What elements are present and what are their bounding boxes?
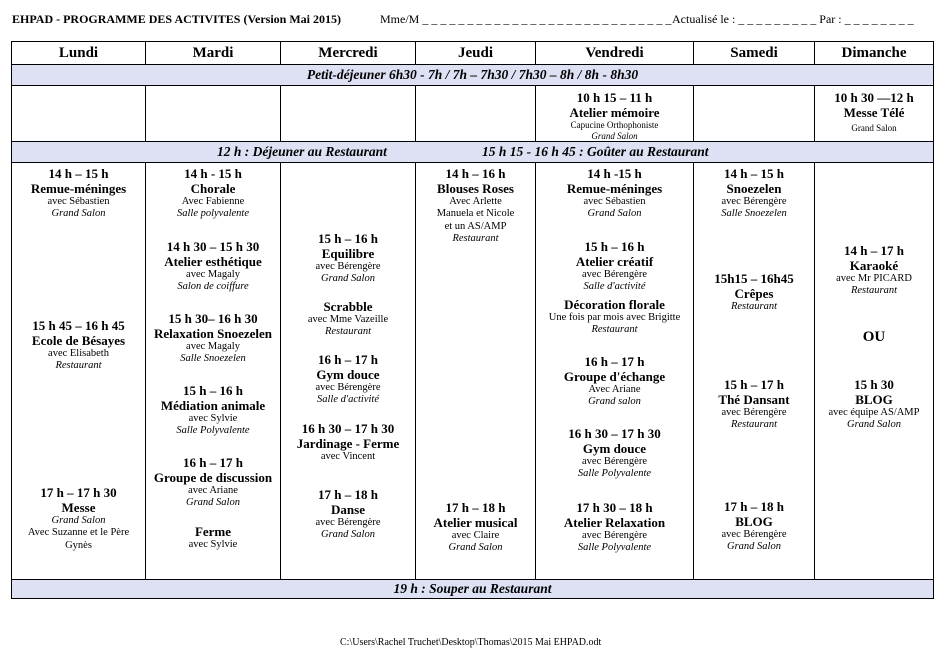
- activity-place: Grand Salon: [51, 208, 106, 220]
- afternoon-row: [12, 163, 934, 580]
- activity-time: 14 h – 16 h: [445, 166, 506, 181]
- activity-time: 10 h 15 – 11 h: [576, 90, 653, 105]
- activity-time: 16 h 30 – 17 h 30: [568, 426, 661, 441]
- morning-sunday: [815, 86, 934, 142]
- activity-name: Jardinage - Ferme: [296, 436, 400, 452]
- or-separator: OU: [862, 329, 886, 345]
- activity-with: avec Mr PICARD: [836, 273, 912, 285]
- activity-with: avec Magaly: [186, 341, 240, 353]
- activity-with: avec Ariane: [188, 485, 238, 497]
- activity-place: Grand Salon: [851, 123, 897, 134]
- activity-messe-tele: [815, 90, 933, 134]
- morning-tuesday: [146, 86, 281, 142]
- activity-atelier-esthetique: [146, 239, 280, 294]
- activity-name: Blouses Roses: [437, 181, 514, 197]
- afternoon-wednesday: [281, 163, 416, 580]
- activity-time: 17 h – 17 h 30: [40, 485, 117, 500]
- activity-with: avec Sylvie: [188, 413, 238, 425]
- activity-with: avec Bérengère: [721, 407, 787, 419]
- activity-atelier-musical: [416, 500, 535, 555]
- activity-name: Ecole de Bésayes: [31, 333, 126, 349]
- activity-time: 15 h – 16 h: [584, 239, 645, 254]
- activity-name: Danse: [331, 502, 365, 518]
- breakfast-band: [12, 65, 934, 86]
- activity-blog-sun: [815, 377, 933, 432]
- activity-place: Grand Salon: [591, 130, 638, 141]
- activity-time: 10 h 30 —12 h: [834, 90, 914, 105]
- activity-name: Décoration florale: [564, 297, 665, 312]
- activity-with: avec Mme Vazeille: [307, 314, 389, 326]
- activity-blouses-roses: [416, 166, 535, 245]
- activity-with: Une fois par mois avec Brigitte: [548, 312, 681, 324]
- activity-atelier-relaxation: [536, 500, 693, 555]
- activity-time: 14 h 30 – 15 h 30: [166, 239, 260, 254]
- activity-time: 14 h – 15 h: [724, 166, 784, 181]
- activity-with: avec Bérengère: [315, 382, 381, 394]
- activity-time: 15 h 45 – 16 h 45: [32, 318, 125, 333]
- day-friday: Vendredi: [536, 42, 694, 65]
- afternoon-saturday: [694, 163, 815, 580]
- activity-time: 16 h – 17 h: [183, 455, 243, 470]
- activity-place: Grand Salon: [186, 497, 240, 509]
- activity-time: 17 h – 18 h: [318, 487, 378, 502]
- activity-name: Crêpes: [734, 286, 774, 302]
- activity-with: avec Sylvie: [188, 539, 238, 551]
- activity-with: avec Elisabeth: [48, 348, 109, 360]
- activity-time: 14 h – 15 h: [48, 166, 109, 181]
- activity-name: Snoezelen: [726, 181, 782, 197]
- day-sunday: Dimanche: [815, 42, 934, 65]
- activity-place: Grand Salon: [51, 515, 106, 527]
- activity-name: Gym douce: [582, 441, 647, 457]
- activity-groupe-echange: [536, 354, 693, 409]
- activity-name: Messe: [61, 500, 96, 516]
- activity-equilibre: [281, 231, 415, 286]
- morning-wednesday: [281, 86, 416, 142]
- activity-the-dansant: [694, 377, 814, 432]
- activity-place: Grand Salon: [727, 541, 781, 553]
- activity-chorale: [146, 166, 280, 221]
- activity-atelier-creatif: [536, 239, 693, 294]
- activity-with: Avec Ariane: [588, 384, 641, 396]
- activity-place: Salle Snoezelen: [721, 208, 787, 220]
- activity-time: 15 h – 16 h: [318, 231, 378, 246]
- lunch-band: [12, 142, 934, 163]
- activity-place: Restaurant: [850, 285, 898, 297]
- breakfast-label: Petit-déjeuner 6h30 - 7h / 7h – 7h30 / 7h30 – 8h / 8h - 8h30: [12, 65, 934, 86]
- morning-saturday: [694, 86, 815, 142]
- activity-danse: [281, 487, 415, 542]
- activity-time: 16 h 30 – 17 h 30: [301, 421, 395, 436]
- activity-gym-douce-fri: [536, 426, 693, 481]
- activity-place: Restaurant: [730, 301, 778, 313]
- activity-decoration-florale: [536, 297, 693, 336]
- activity-time: 17 h 30 – 18 h: [576, 500, 653, 515]
- afternoon-monday: [12, 163, 146, 580]
- activity-name: Messe Télé: [843, 105, 905, 121]
- activity-place: Salle Snoezelen: [180, 353, 246, 365]
- afternoon-thursday: [416, 163, 536, 580]
- activity-place: Restaurant: [730, 419, 778, 431]
- activity-with-cont: Gynès: [65, 539, 92, 551]
- document-title: EHPAD - PROGRAMME DES ACTIVITES (Version Mai 2015): [12, 12, 342, 26]
- activity-place: Restaurant: [591, 324, 638, 336]
- activity-messe: [12, 485, 145, 552]
- lunch-band-cell: [12, 142, 934, 163]
- activity-atelier-memoire: [536, 90, 693, 141]
- activity-with: avec Claire: [451, 530, 500, 542]
- morning-monday: [12, 86, 146, 142]
- activity-karaoke: [815, 243, 933, 298]
- activity-mediation-animale: [146, 383, 280, 438]
- activity-with: avec équipe AS/AMP: [828, 407, 920, 419]
- activity-name: Relaxation Snoezelen: [153, 326, 273, 342]
- activity-place: Salon de coiffure: [177, 281, 249, 293]
- activity-name: BLOG: [735, 514, 773, 530]
- activity-name: Ferme: [194, 524, 232, 539]
- day-wednesday: Mercredi: [281, 42, 416, 65]
- afternoon-tuesday: [146, 163, 281, 580]
- activity-with: avec Bérengère: [315, 517, 381, 529]
- activity-name: Equilibre: [321, 246, 375, 262]
- day-saturday: Samedi: [694, 42, 815, 65]
- activity-remue-meninges-fri: [536, 166, 693, 221]
- activity-place: Salle Polyvalente: [577, 468, 652, 480]
- updated-by-field: Actualisé le : _ _ _ _ _ _ _ _ _ Par : _ _ _ _ _ _ _ _: [672, 12, 914, 26]
- activity-time: 14 h – 17 h: [844, 243, 904, 258]
- day-header-row: [12, 42, 934, 65]
- activity-jardinage-ferme: [281, 421, 415, 463]
- activity-name: Remue-méninges: [566, 181, 663, 197]
- activity-crepes: [694, 271, 814, 313]
- activity-with: avec Bérengère: [582, 530, 647, 542]
- activity-with-cont: et un AS/AMP: [444, 220, 507, 232]
- activity-place: Salle Polyvalente: [577, 542, 652, 554]
- activity-schedule-table: [11, 41, 934, 599]
- activity-time: 17 h – 18 h: [445, 500, 506, 515]
- afternoon-sunday: [815, 163, 934, 580]
- activity-snoezelen: [694, 166, 814, 221]
- activity-time: 15 h 30– 16 h 30: [168, 311, 258, 326]
- activity-ecole-besayes: [12, 318, 145, 373]
- activity-name: Chorale: [190, 181, 236, 197]
- afternoon-friday: [536, 163, 694, 580]
- day-monday: Lundi: [12, 42, 146, 65]
- morning-thursday: [416, 86, 536, 142]
- activity-place: Grand Salon: [321, 273, 375, 285]
- activity-place: Restaurant: [324, 326, 372, 338]
- activity-place: Restaurant: [452, 232, 499, 244]
- activity-with: avec Magaly: [186, 269, 240, 281]
- activity-name: Médiation animale: [160, 398, 266, 414]
- file-path-footer: C:\Users\Rachel Truchet\Desktop\Thomas\2015 Mai EHPAD.odt: [340, 637, 602, 648]
- activity-name: BLOG: [855, 392, 893, 408]
- activity-ferme: [146, 524, 280, 551]
- activity-remue-meninges: [12, 166, 145, 221]
- activity-with: Capucine Orthophoniste: [570, 120, 659, 131]
- morning-row: [12, 86, 934, 142]
- activity-time: 14 h - 15 h: [184, 166, 242, 181]
- activity-time: 16 h – 17 h: [318, 352, 378, 367]
- activity-time: 16 h – 17 h: [584, 354, 645, 369]
- activity-time: 15 h – 16 h: [183, 383, 243, 398]
- activity-gym-douce: [281, 352, 415, 407]
- activity-with: Avec Arlette: [449, 196, 502, 208]
- resident-name-field: Mme/M _ _ _ _ _ _ _ _ _ _ _ _ _ _ _ _ _ _ _ _ _ _ _ _ _ _ _ _: [380, 12, 672, 26]
- activity-with: avec Bérengère: [315, 261, 381, 273]
- activity-with: avec Bérengère: [721, 196, 787, 208]
- activity-time: 15 h – 17 h: [724, 377, 784, 392]
- activity-name: Remue-méninges: [30, 181, 127, 197]
- activity-with: avec Vincent: [320, 451, 376, 463]
- activity-blog-sat: [694, 499, 814, 554]
- activity-place: Salle d'activité: [316, 394, 379, 406]
- activity-name: Groupe d'échange: [563, 369, 666, 385]
- activity-name: Atelier musical: [433, 515, 518, 531]
- activity-name: Atelier Relaxation: [563, 515, 666, 531]
- activity-groupe-discussion: [146, 455, 280, 510]
- activity-with: Avec Suzanne et le Père: [27, 527, 130, 539]
- activity-place: Salle Polyvalente: [176, 425, 250, 437]
- activity-place: Grand Salon: [321, 529, 375, 541]
- activity-place: Salle polyvalente: [176, 208, 249, 220]
- activity-place: Salle d'activité: [583, 281, 646, 293]
- page-header: [12, 12, 932, 28]
- activity-scrabble: [281, 299, 415, 338]
- activity-name: Karaoké: [849, 258, 899, 274]
- activity-with: avec Sébastien: [47, 196, 110, 208]
- activity-place: Grand Salon: [587, 208, 642, 220]
- activity-with: Avec Fabienne: [181, 196, 245, 208]
- activity-name: Thé Dansant: [718, 392, 790, 408]
- snack-label: 15 h 15 - 16 h 45 : Goûter au Restaurant: [482, 144, 709, 159]
- activity-name: Groupe de discussion: [153, 470, 273, 486]
- dinner-label: 19 h : Souper au Restaurant: [12, 580, 934, 599]
- activity-with: avec Bérengère: [721, 529, 787, 541]
- lunch-label: 12 h : Déjeuner au Restaurant: [217, 144, 387, 159]
- activity-with-cont: Manuela et Nicole: [436, 208, 515, 220]
- activity-name: Atelier esthétique: [164, 254, 262, 270]
- activity-place: Grand salon: [588, 396, 641, 408]
- activity-time: 14 h -15 h: [587, 166, 642, 181]
- activity-name: Atelier créatif: [575, 254, 654, 270]
- day-thursday: Jeudi: [416, 42, 536, 65]
- activity-time: 15h15 – 16h45: [714, 271, 794, 286]
- activity-name: Gym douce: [316, 367, 380, 383]
- activity-with: avec Sébastien: [583, 196, 646, 208]
- activity-name: Scrabble: [323, 299, 373, 314]
- activity-place: Grand Salon: [448, 542, 503, 554]
- activity-with: avec Bérengère: [582, 269, 647, 281]
- activity-time: 15 h 30: [854, 377, 894, 392]
- activity-place: Grand Salon: [847, 419, 901, 431]
- dinner-band: [12, 580, 934, 599]
- activity-time: 17 h – 18 h: [724, 499, 784, 514]
- activity-with: avec Bérengère: [582, 456, 647, 468]
- activity-name: Atelier mémoire: [569, 105, 660, 121]
- morning-friday: [536, 86, 694, 142]
- day-tuesday: Mardi: [146, 42, 281, 65]
- activity-place: Restaurant: [55, 360, 102, 372]
- activity-relaxation-snoezelen: [146, 311, 280, 366]
